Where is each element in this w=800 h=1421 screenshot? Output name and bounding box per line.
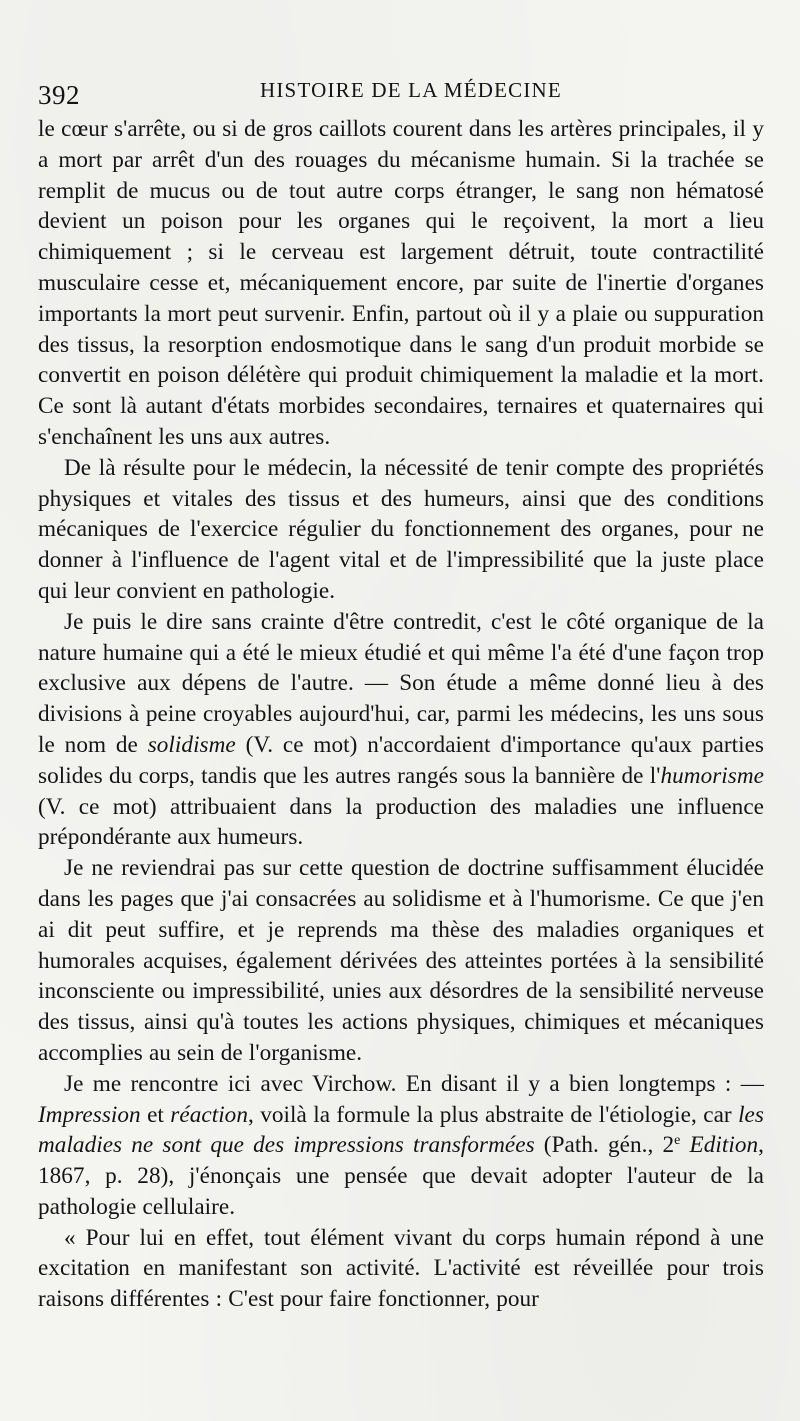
text-run: le cœur s'arrête, ou si de gros caillots courent dans les artères principales, il y a mort par arrêt d'un des rouages du mécanisme humain. Si la trachée se remplit de mucus ou de tout autre corps étranger, le sang non hématosé devient un poison pour les organes qui le reçoivent, la mort a lieu chimiquement ; si le cerveau est largement détruit, toute contractilité musculaire cesse et, mécaniquement encore, par suite de l'inertie d'organes importants la mort peut survenir. Enfin, partout où il y a plaie ou suppuration des tissus, la resorption endosmotique dans le sang d'un produit morbide se convertit en poison délétère qui produit chimiquement la maladie et la mort. Ce sont là autant d'états morbides secondaires, ternaires et quaternaires qui s'enchaînent les uns aux autres. bbox=[38, 116, 764, 450]
italic-text: solidisme bbox=[147, 731, 236, 758]
text-run: Je me rencontre ici avec Virchow. En disant il y a bien longtemps : — bbox=[64, 1070, 764, 1097]
paragraph-6 bbox=[38, 1223, 764, 1315]
text-run: , 1867, p. 28), j'énonçais une pensée que devait adopter l'auteur de la pathologie cellulaire. bbox=[38, 1132, 764, 1220]
text-run: « Pour lui en effet, tout élément vivant du corps humain répond à une excitation en manifestant son activité. L'activité est réveillée pour trois raisons différentes : C'est pour faire fonctionner, pour bbox=[38, 1224, 764, 1313]
text-run: (Path. gén., 2 bbox=[534, 1132, 675, 1159]
paragraph-4 bbox=[38, 853, 764, 1069]
paragraph-3 bbox=[38, 607, 764, 853]
italic-text: réaction bbox=[170, 1101, 248, 1128]
italic-text: Edition bbox=[689, 1132, 759, 1159]
italic-text: les maladies ne sont que des impressions transformées bbox=[38, 1101, 764, 1159]
text-run: Je ne reviendrai pas sur cette question de doctrine suffisamment élucidée dans les pages que j'ai consacrées au solidisme et à l'humorisme. Ce que j'en ai dit peut suffire, et je reprends ma thèse des maladies organiques et humorales acquises, également dérivées des atteintes portées à la sensibilité inconsciente ou impressibilité, unies aux désordres de la sensibilité nerveuse des tissus, ainsi qu'à toutes les actions physiques, chimiques et mécaniques accomplies au sein de l'organisme. bbox=[38, 855, 764, 1066]
text-run bbox=[680, 1132, 689, 1158]
text-run: De là résulte pour le médecin, la nécessité de tenir compte des propriétés physiques et vitales des tissus et des humeurs, ainsi que des conditions mécaniques de l'exercice régulier du fonctionnement des organes, pour ne donner à l'influence de l'agent vital et de l'impressibilité que la juste place qui leur convient en pathologie. bbox=[38, 454, 764, 604]
superscript: e bbox=[674, 1133, 681, 1149]
text-run: (V. ce mot) attribuaient dans la production des maladies une influence prépondérante aux humeurs. bbox=[38, 793, 764, 851]
text-run: et bbox=[140, 1101, 171, 1128]
text-run: (V. ce mot) n'accordaient d'importance qu'aux parties solides du corps, tandis que les autres rangés sous la bannière de l' bbox=[38, 731, 764, 789]
italic-text: Impression bbox=[38, 1101, 141, 1128]
body-text bbox=[38, 114, 764, 1315]
paragraph-1 bbox=[38, 114, 764, 453]
paragraph-5 bbox=[38, 1069, 764, 1223]
page-number: 392 bbox=[38, 80, 80, 110]
running-title: HISTOIRE DE LA MÉDECINE bbox=[260, 78, 562, 102]
paragraph-2 bbox=[38, 453, 764, 607]
italic-text: humorisme bbox=[660, 762, 764, 789]
page-header bbox=[38, 68, 764, 114]
text-run: Je puis le dire sans crainte d'être contredit, c'est le côté organique de la nature humaine qui a été le mieux étudié et qui même l'a été d'une façon trop exclusive aux dépens de l'autre. — Son étude a même donné lieu à des divisions à peine croyables aujourd'hui, car, parmi les médecins, les uns sous le nom de bbox=[38, 608, 764, 758]
text-run: , voilà la formule la plus abstraite de l'étiologie, car bbox=[247, 1101, 739, 1128]
